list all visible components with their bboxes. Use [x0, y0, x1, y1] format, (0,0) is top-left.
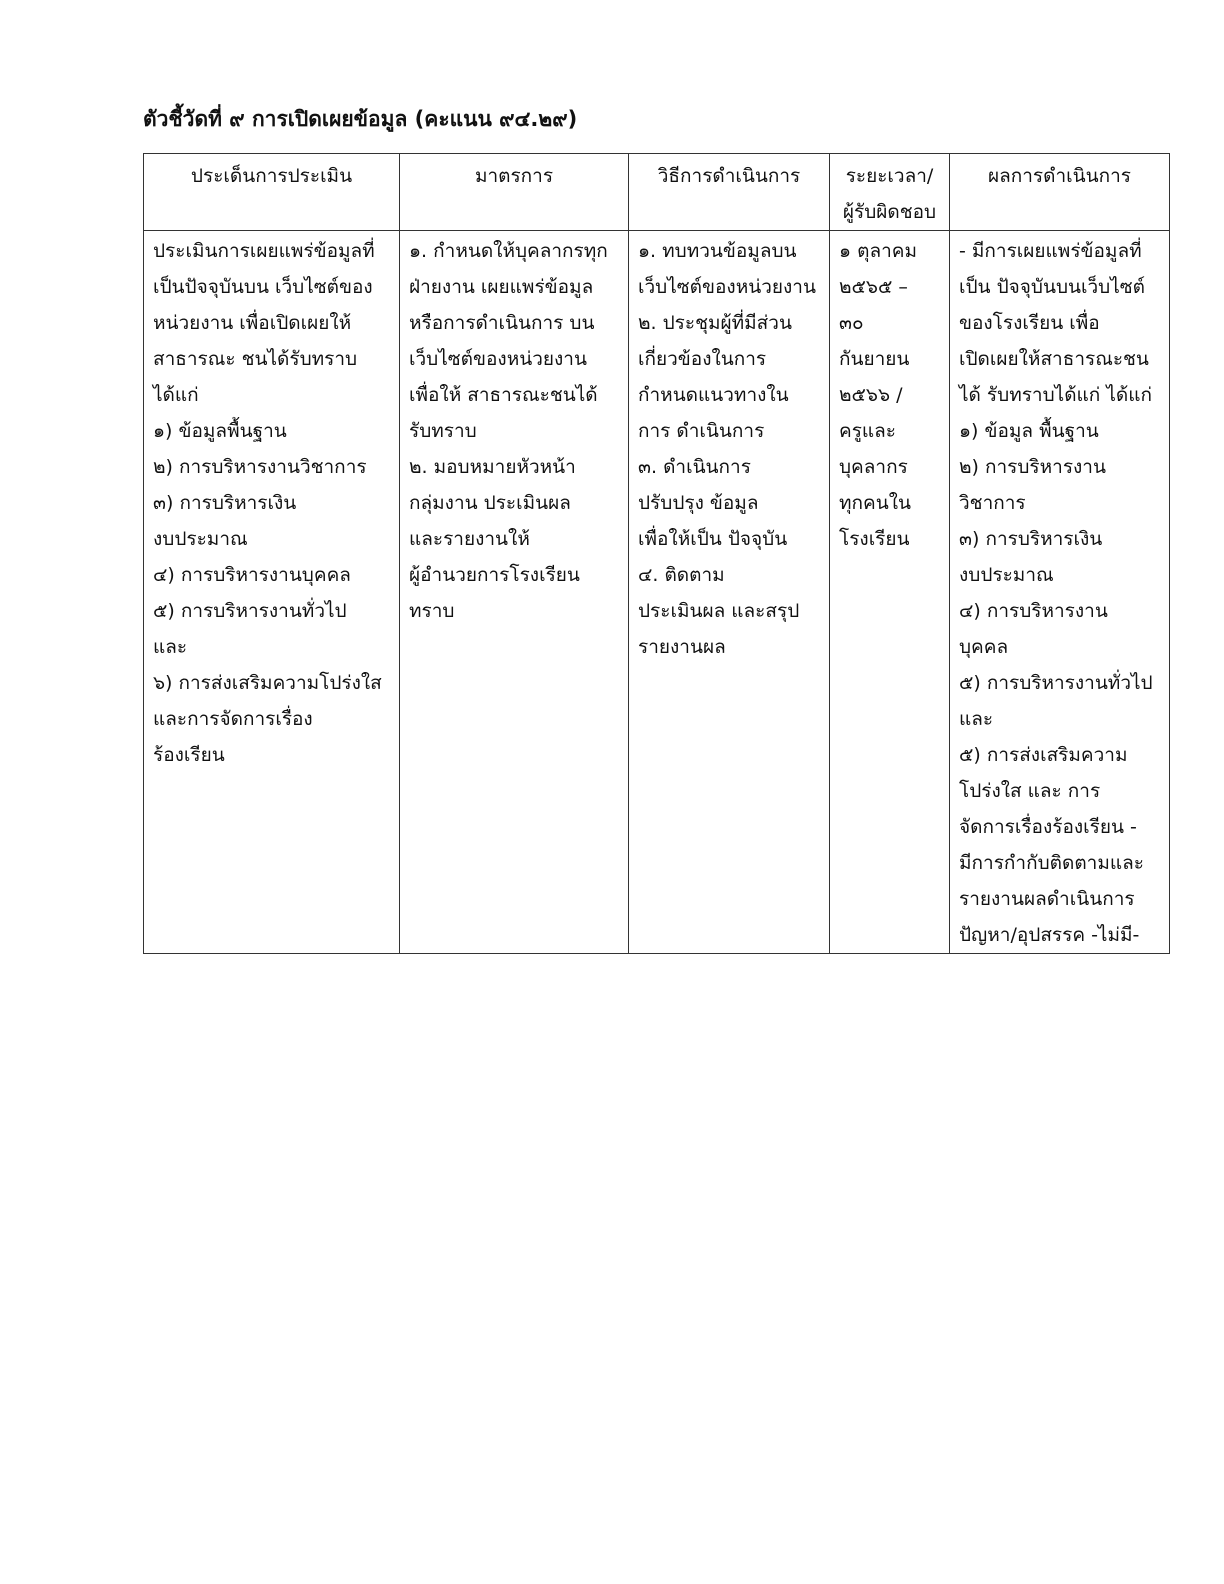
cell-text-line: ๑) ข้อมูลพื้นฐาน	[153, 420, 287, 442]
cell-text-line: มาตรการ	[474, 165, 554, 187]
cell-text-line: หน่วยงาน เพื่อเปิดเผยให้	[153, 312, 352, 334]
cell-text-line: เว็บไซต์ของหน่วยงาน	[638, 276, 816, 298]
cell-text-line: ๑) ข้อมูล พื้นฐาน	[959, 420, 1099, 442]
cell-text-line: - มีการเผยแพร่ข้อมูลที่	[959, 240, 1142, 262]
cell-text-line: โรงเรียน	[839, 528, 910, 550]
cell-text-line: รายงานผล	[638, 636, 726, 658]
cell-text-line: มีการกำกับติดตามและ	[959, 852, 1144, 874]
cell-text-line: เปิดเผยให้สาธารณะชน	[959, 348, 1149, 370]
cell-text-line: ๔) การบริหารงานบุคคล	[153, 564, 351, 586]
cell-text-line: รับทราบ	[409, 420, 477, 442]
cell-text-line: และการจัดการเรื่อง	[153, 708, 313, 730]
cell-text-line: บุคลากร	[839, 456, 908, 478]
assessment-table	[143, 153, 1170, 954]
cell-text-line: งบประมาณ	[153, 528, 248, 550]
cell-measures	[400, 231, 629, 954]
cell-text-line: และ	[959, 708, 994, 730]
cell-text-line: เกี่ยวข้องในการ	[638, 348, 767, 370]
header-period-responsible	[830, 154, 950, 231]
cell-text-line: ปรับปรุง ข้อมูล	[638, 492, 759, 514]
cell-text-line: ได้ รับทราบได้แก่ ได้แก่	[959, 384, 1152, 406]
cell-text-line: งบประมาณ	[959, 564, 1054, 586]
cell-text-line: หรือการดำเนินการ บน	[409, 312, 595, 334]
cell-text-line: ๖) การส่งเสริมความโปร่งใส	[153, 672, 382, 694]
cell-text-line: ครูและ	[839, 420, 897, 442]
cell-text-line: ประเมินผล และสรุป	[638, 600, 800, 622]
header-results	[950, 154, 1170, 231]
cell-text-line: กันยายน	[839, 348, 910, 370]
cell-text-line: ปัญหา/อุปสรรค -ไม่มี-	[959, 924, 1140, 946]
cell-text-line: ได้แก่	[153, 384, 199, 406]
cell-text-line: ๕) การบริหารงานทั่วไป	[959, 672, 1153, 694]
cell-text-line: ผลการดำเนินการ	[987, 165, 1131, 187]
table-header-row	[144, 154, 1170, 231]
cell-text-line: ของโรงเรียน เพื่อ	[959, 312, 1100, 334]
cell-text-line: ผู้รับผิดชอบ	[842, 201, 937, 223]
cell-text-line: สาธารณะ ชนได้รับทราบ	[153, 348, 358, 370]
cell-text-line: ๔) การบริหารงาน	[959, 600, 1108, 622]
cell-text-line: ร้องเรียน	[153, 744, 225, 766]
cell-text-line: ๓) การบริหารเงิน	[959, 528, 1103, 550]
cell-assessment-issue	[144, 231, 400, 954]
cell-text-line: ๑ ตุลาคม	[839, 240, 917, 262]
header-measures	[400, 154, 629, 231]
cell-text-line: ๕) การส่งเสริมความ	[959, 744, 1128, 766]
cell-text-line: ๒. มอบหมายหัวหน้า	[409, 456, 576, 478]
cell-text-line: ๔. ติดตาม	[638, 564, 725, 586]
cell-text-line: ๒) การบริหารงานวิชาการ	[153, 456, 367, 478]
cell-text-line: ทุกคนใน	[839, 492, 911, 514]
cell-text-line: โปร่งใส และ การ	[959, 780, 1101, 802]
cell-text-line: ๓) การบริหารเงิน	[153, 492, 297, 514]
cell-text-line: การ ดำเนินการ	[638, 420, 765, 442]
cell-text-line: วิธีการดำเนินการ	[657, 165, 801, 187]
cell-results	[950, 231, 1170, 954]
cell-text-line: รายงานผลดำเนินการ	[959, 888, 1135, 910]
cell-text-line: ประเด็นการประเมิน	[190, 165, 353, 187]
cell-text-line: เพื่อให้เป็น ปัจจุบัน	[638, 528, 788, 550]
cell-text-line: ๕) การบริหารงานทั่วไป	[153, 600, 347, 622]
cell-text-line: เพื่อให้ สาธารณะชนได้	[409, 384, 598, 406]
cell-text-line: เป็น ปัจจุบันบนเว็บไซต์	[959, 276, 1146, 298]
cell-text-line: และรายงานให้	[409, 528, 530, 550]
cell-text-line: เป็นปัจจุบันบน เว็บไซต์ของ	[153, 276, 373, 298]
cell-text-line: ๒๕๖๖ /	[839, 384, 903, 406]
cell-methods	[629, 231, 830, 954]
cell-text-line: ทราบ	[409, 600, 455, 622]
cell-text-line: ประเมินการเผยแพร่ข้อมูลที่	[153, 240, 375, 262]
cell-text-line: ระยะเวลา/	[845, 165, 934, 187]
cell-text-line: ๑. ทบทวนข้อมูลบน	[638, 240, 797, 262]
cell-text-line: ๒) การบริหารงาน	[959, 456, 1106, 478]
cell-text-line: กลุ่มงาน ประเมินผล	[409, 492, 571, 514]
cell-text-line: เว็บไซต์ของหน่วยงาน	[409, 348, 587, 370]
cell-text-line: ๒. ประชุมผู้ที่มีส่วน	[638, 312, 792, 334]
cell-text-line: และ	[153, 636, 188, 658]
header-methods	[629, 154, 830, 231]
table-row	[144, 231, 1170, 954]
page-title: ตัวชี้วัดที่ ๙ การเปิดเผยข้อมูล (คะแนน ๙๔.๒๙)	[143, 107, 578, 131]
cell-text-line: ๒๕๖๕ –	[839, 276, 908, 298]
cell-text-line: บุคคล	[959, 636, 1009, 658]
cell-text-line: ๓. ดำเนินการ	[638, 456, 751, 478]
cell-period-responsible	[830, 231, 950, 954]
cell-text-line: จัดการเรื่องร้องเรียน -	[959, 816, 1137, 838]
cell-text-line: ๑. กำหนดให้บุคลากรทุก	[409, 240, 608, 262]
header-assessment-issue	[144, 154, 400, 231]
cell-text-line: ๓๐	[839, 312, 864, 334]
cell-text-line: วิชาการ	[959, 492, 1026, 514]
cell-text-line: ผู้อำนวยการโรงเรียน	[409, 564, 580, 586]
cell-text-line: ฝ่ายงาน เผยแพร่ข้อมูล	[409, 276, 594, 298]
cell-text-line: กำหนดแนวทางใน	[638, 384, 789, 406]
